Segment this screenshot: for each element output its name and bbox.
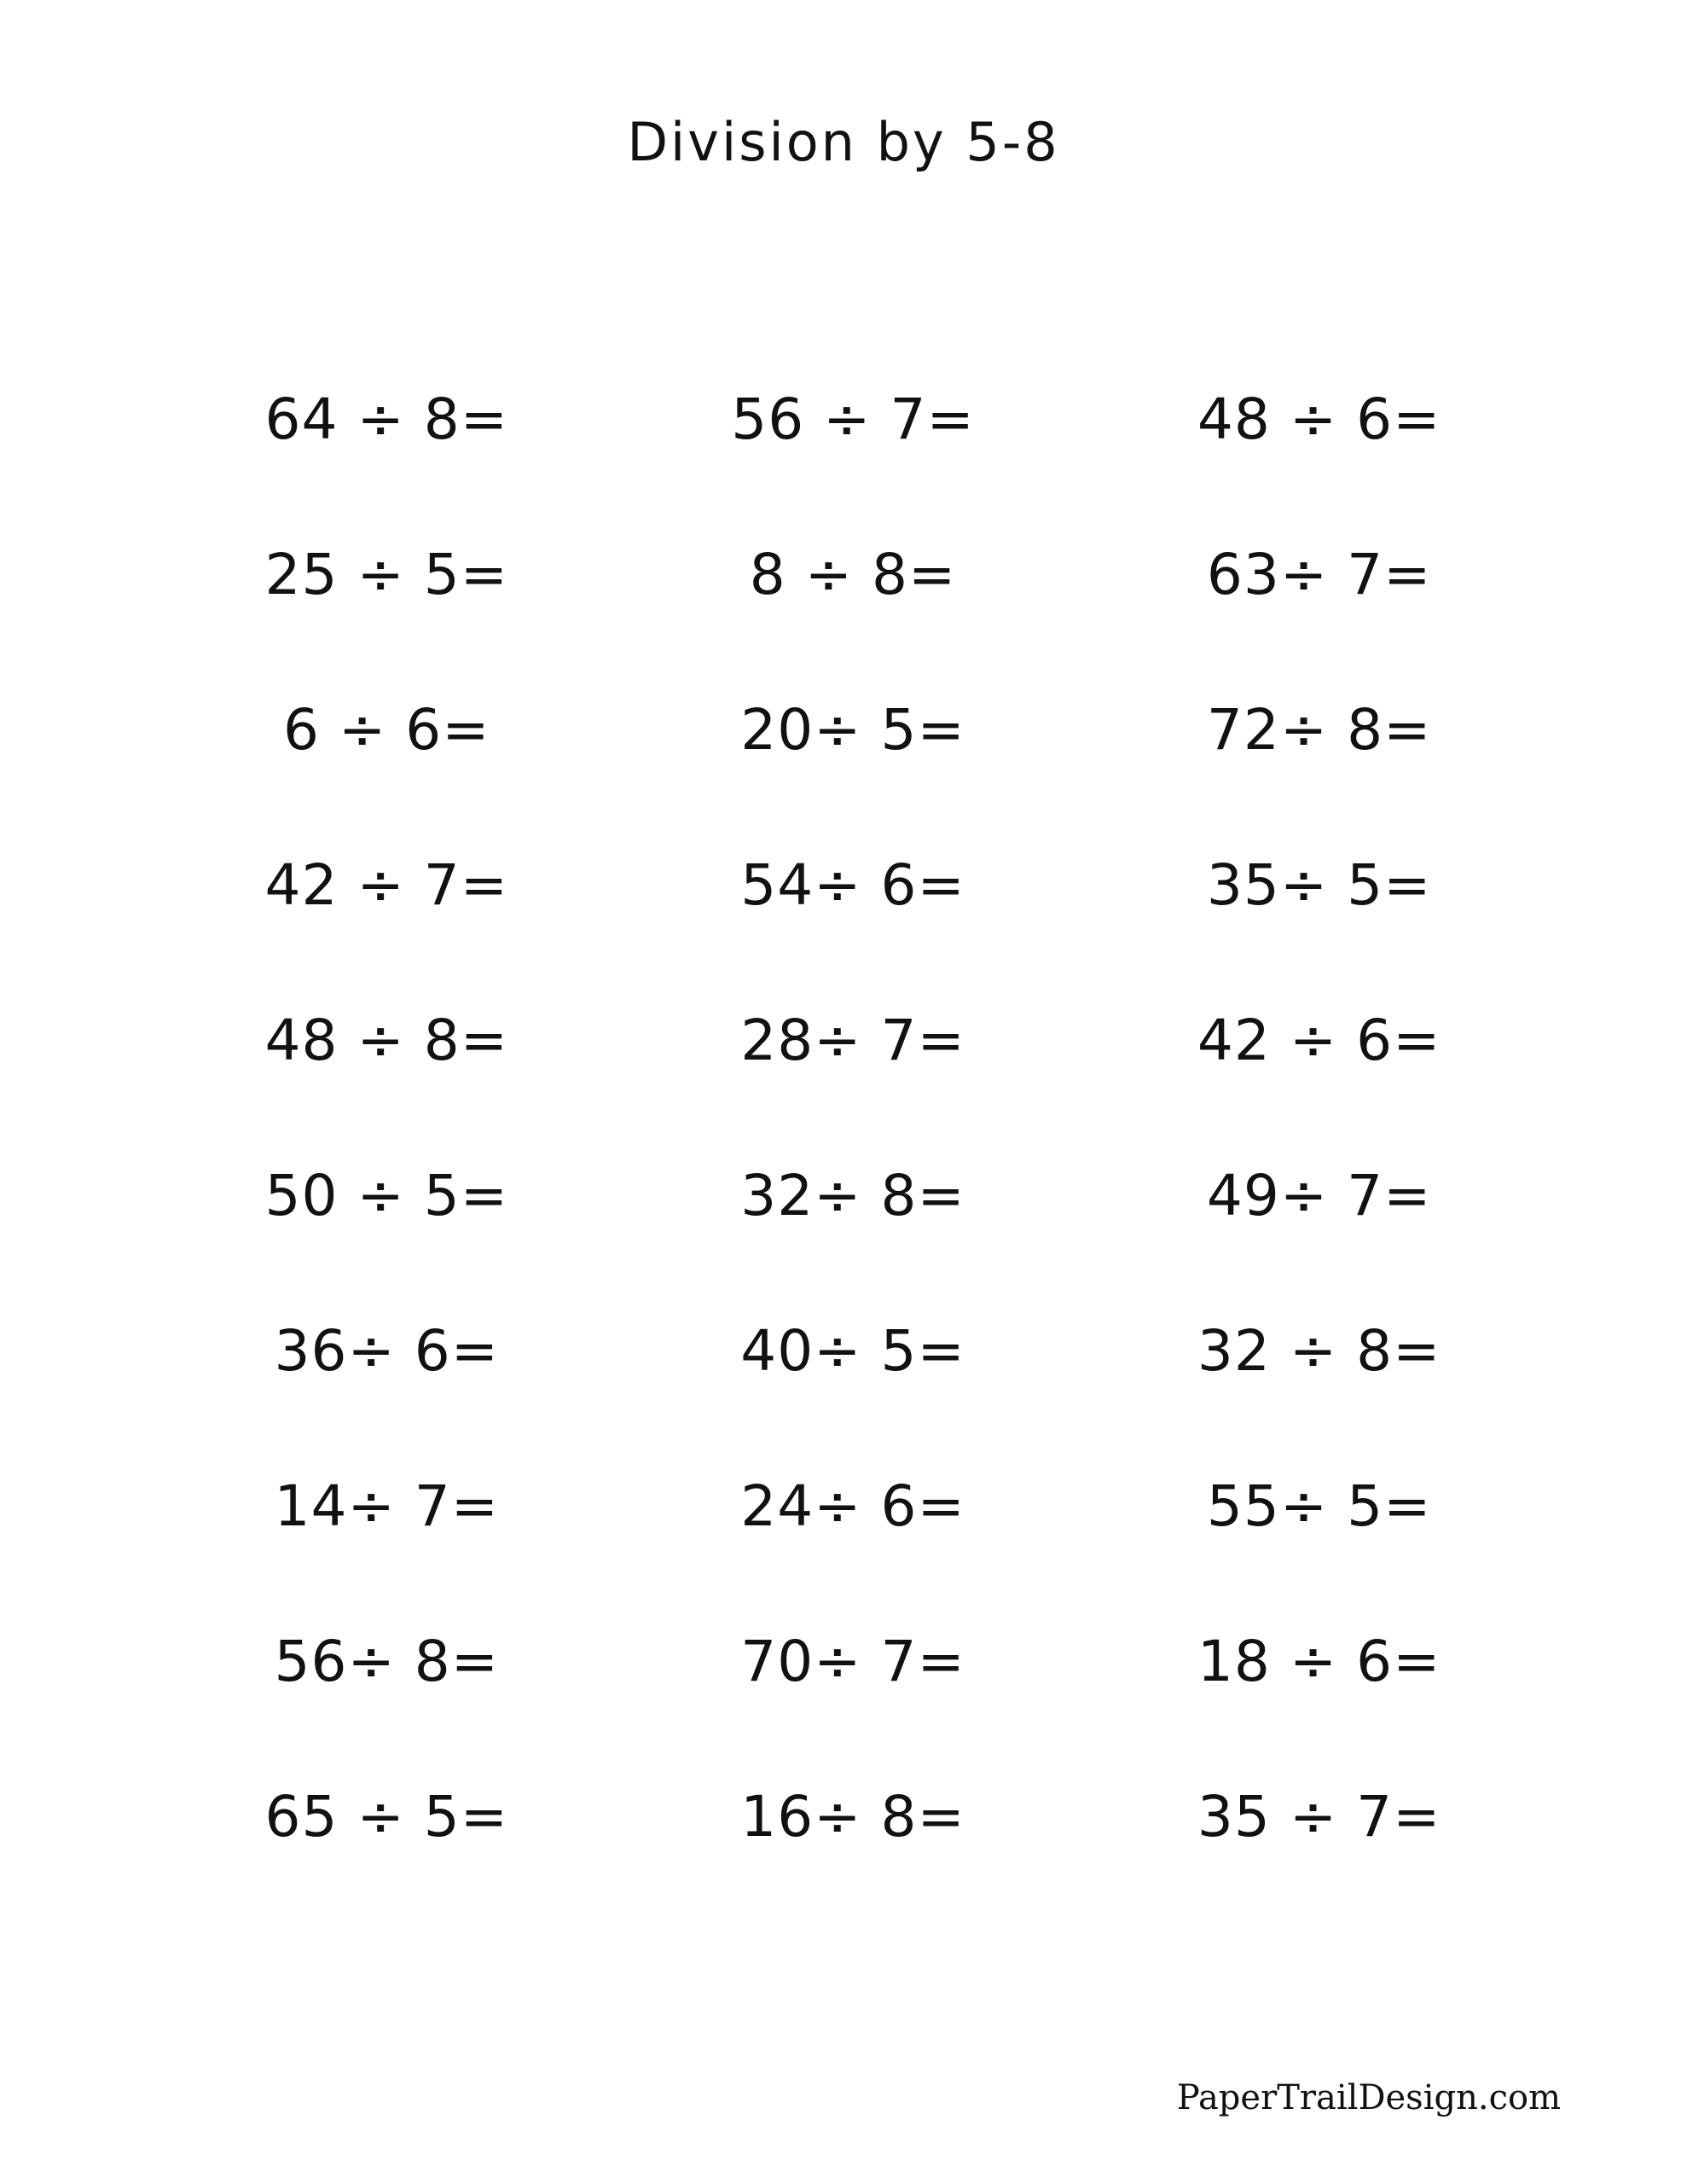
problem-item xyxy=(154,652,620,807)
problem-text: 54÷ 6= xyxy=(740,851,965,918)
problem-text: 20÷ 5= xyxy=(740,696,965,763)
problem-item xyxy=(1086,652,1552,807)
problem-item xyxy=(620,652,1087,807)
problem-text: 35 ÷ 7= xyxy=(1197,1783,1441,1850)
problem-item xyxy=(1086,1428,1552,1583)
problem-item xyxy=(620,497,1087,652)
problem-item xyxy=(620,1428,1087,1583)
problem-grid xyxy=(154,341,1552,1894)
problem-text: 28÷ 7= xyxy=(740,1007,965,1073)
problem-text: 49÷ 7= xyxy=(1206,1162,1432,1228)
problem-text: 48 ÷ 6= xyxy=(1197,386,1441,452)
footer-credit: PaperTrailDesign.com xyxy=(1176,2078,1561,2117)
problem-text: 56÷ 8= xyxy=(274,1628,500,1694)
problem-text: 35÷ 5= xyxy=(1206,851,1432,918)
problem-item xyxy=(154,341,620,497)
problem-text: 42 ÷ 7= xyxy=(264,851,509,918)
problem-item xyxy=(1086,341,1552,497)
problem-item xyxy=(1086,807,1552,962)
problem-text: 36÷ 6= xyxy=(274,1317,500,1384)
problem-text: 18 ÷ 6= xyxy=(1197,1628,1441,1694)
problem-text: 70÷ 7= xyxy=(740,1628,965,1694)
problem-text: 65 ÷ 5= xyxy=(264,1783,509,1850)
problem-item xyxy=(154,1273,620,1428)
problem-text: 48 ÷ 8= xyxy=(264,1007,509,1073)
problem-item xyxy=(154,962,620,1118)
problem-text: 56 ÷ 7= xyxy=(731,386,975,452)
problem-item xyxy=(620,1118,1087,1273)
problem-text: 24÷ 6= xyxy=(740,1472,965,1539)
problem-item xyxy=(1086,1583,1552,1739)
problem-item xyxy=(620,1739,1087,1894)
problem-text: 40÷ 5= xyxy=(740,1317,965,1384)
problem-item xyxy=(154,497,620,652)
problem-item xyxy=(154,807,620,962)
problem-item xyxy=(1086,962,1552,1118)
problem-text: 25 ÷ 5= xyxy=(264,541,509,607)
problem-item xyxy=(154,1583,620,1739)
problem-text: 63÷ 7= xyxy=(1206,541,1432,607)
problem-item xyxy=(620,962,1087,1118)
problem-text: 50 ÷ 5= xyxy=(264,1162,509,1228)
problem-item xyxy=(1086,1118,1552,1273)
problem-text: 72÷ 8= xyxy=(1206,696,1432,763)
problem-item xyxy=(1086,1739,1552,1894)
problem-text: 32 ÷ 8= xyxy=(1197,1317,1441,1384)
problem-text: 32÷ 8= xyxy=(740,1162,965,1228)
problem-item xyxy=(620,341,1087,497)
problem-text: 55÷ 5= xyxy=(1206,1472,1432,1539)
problem-text: 14÷ 7= xyxy=(274,1472,500,1539)
page-title: Division by 5-8 xyxy=(627,111,1060,173)
problem-item xyxy=(620,1583,1087,1739)
problem-item xyxy=(154,1118,620,1273)
problem-text: 16÷ 8= xyxy=(740,1783,965,1850)
problem-text: 64 ÷ 8= xyxy=(264,386,509,452)
problem-item xyxy=(154,1428,620,1583)
problem-item xyxy=(620,807,1087,962)
problem-item xyxy=(1086,1273,1552,1428)
problem-text: 6 ÷ 6= xyxy=(283,696,490,763)
problem-text: 8 ÷ 8= xyxy=(749,541,957,607)
problem-item xyxy=(1086,497,1552,652)
problem-text: 42 ÷ 6= xyxy=(1197,1007,1441,1073)
problem-item xyxy=(620,1273,1087,1428)
problem-item xyxy=(154,1739,620,1894)
